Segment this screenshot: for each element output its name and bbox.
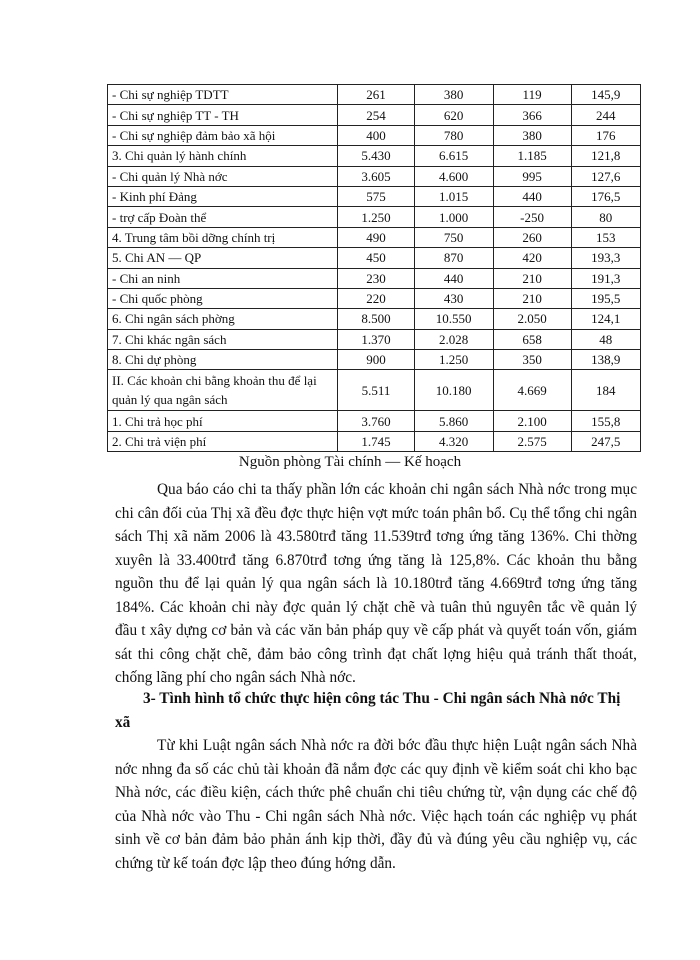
row-label: 4. Trung tâm bồi dỡng chính trị <box>108 227 338 247</box>
value-percent: 124,1 <box>571 309 640 329</box>
table-row <box>108 146 641 166</box>
value-2005: 490 <box>338 227 414 247</box>
value-2005: 1.745 <box>338 431 414 451</box>
value-2005: 450 <box>338 248 414 268</box>
value-percent: 244 <box>571 105 640 125</box>
table-source-caption: Nguồn phòng Tài chính — Kế hoạch <box>238 454 462 470</box>
value-percent: 138,9 <box>571 350 640 370</box>
value-increase: 2.100 <box>493 411 571 431</box>
budget-table <box>107 84 641 452</box>
value-percent: 80 <box>571 207 640 227</box>
value-2005: 254 <box>338 105 414 125</box>
value-percent: 48 <box>571 329 640 349</box>
value-increase: 1.185 <box>493 146 571 166</box>
value-2005: 1.250 <box>338 207 414 227</box>
row-label: 6. Chi ngân sách phờng <box>108 309 338 329</box>
value-2005: 220 <box>338 288 414 308</box>
row-label: II. Các khoản chi bằng khoản thu để lại quản lý qua ngân sách <box>108 370 338 411</box>
section-heading: 3- Tình hình tổ chức thực hiện công tác Thu - Chi ngân sách Nhà nớc Thị xã <box>115 690 621 731</box>
row-label: 8. Chi dự phòng <box>108 350 338 370</box>
table-row <box>108 207 641 227</box>
row-label: - trợ cấp Đoàn thể <box>108 207 338 227</box>
table-row <box>108 166 641 186</box>
table-row <box>108 105 641 125</box>
value-2005: 261 <box>338 85 414 105</box>
value-increase: 658 <box>493 329 571 349</box>
value-2006: 430 <box>414 288 493 308</box>
value-increase: 440 <box>493 186 571 206</box>
value-2006: 1.015 <box>414 186 493 206</box>
value-2006: 1.000 <box>414 207 493 227</box>
row-label: - Chi quản lý Nhà nớc <box>108 166 338 186</box>
value-percent: 176 <box>571 125 640 145</box>
body-paragraph-1: Qua báo cáo chi ta thấy phần lớn các khoản chi ngân sách Nhà nớc trong mục chi cân đối của Thị xã đều đợc thực hiện vợt mức toán phân bổ. Cụ thể tổng chi ngân sách Thị xã năm 2006 là 43.580trđ tăng 11.539trđ tơng ứng tăng 136%. Chi thờng xuyên là 33.400trđ tăng 6.870trđ tơng ứng tăng là 125,8%. Các khoản thu bằng nguồn thu để lại quản lý qua ngân sách là 10.180trđ tăng 4.669trđ tơng ứng tăng 184%. Các khoản chi này đợc quản lý chặt chẽ và tuân thủ nguyên tắc về quản lý đầu t xây dựng cơ bản và các văn bản pháp quy về cấp phát và quyết toán vốn, giám sát thi công chặt chẽ, đảm bảo công trình đạt chất lợng hiệu quả tránh thất thoát, chống lãng phí cho ngân sách Nhà nớc. <box>115 481 637 686</box>
value-increase: 995 <box>493 166 571 186</box>
row-label: 7. Chi khác ngân sách <box>108 329 338 349</box>
row-label: - Kinh phí Đảng <box>108 186 338 206</box>
table-row <box>108 411 641 431</box>
table-row <box>108 186 641 206</box>
value-percent: 191,3 <box>571 268 640 288</box>
table-row <box>108 329 641 349</box>
table-row <box>108 350 641 370</box>
table-row <box>108 268 641 288</box>
value-2005: 5.511 <box>338 370 414 411</box>
value-increase: 260 <box>493 227 571 247</box>
value-increase: 210 <box>493 288 571 308</box>
row-label: 3. Chi quản lý hành chính <box>108 146 338 166</box>
table-row <box>108 125 641 145</box>
value-2006: 620 <box>414 105 493 125</box>
value-2005: 230 <box>338 268 414 288</box>
table-row <box>108 85 641 105</box>
value-2006: 380 <box>414 85 493 105</box>
table-row <box>108 227 641 247</box>
table-row <box>108 431 641 451</box>
value-percent: 155,8 <box>571 411 640 431</box>
value-2006: 750 <box>414 227 493 247</box>
value-increase: 119 <box>493 85 571 105</box>
value-2006: 10.550 <box>414 309 493 329</box>
value-increase: 380 <box>493 125 571 145</box>
value-percent: 127,6 <box>571 166 640 186</box>
value-percent: 195,5 <box>571 288 640 308</box>
value-percent: 184 <box>571 370 640 411</box>
value-2006: 10.180 <box>414 370 493 411</box>
budget-table-body <box>108 85 641 452</box>
value-2006: 1.250 <box>414 350 493 370</box>
body-paragraph-2: Từ khi Luật ngân sách Nhà nớc ra đời bớc đầu thực hiện Luật ngân sách Nhà nớc nhng đa số các chủ tài khoản đã nắm đợc các quy định về kiểm soát chi kho bạc Nhà nớc, các điều kiện, cách thức phê chuẩn chi tiêu chứng từ, vận dụng các chế độ của Nhà nớc vào Thu - Chi ngân sách Nhà nớc. Việc hạch toán các nghiệp vụ phát sinh về cơ bản đảm bảo phản ánh kịp thời, đầy đủ và đúng yêu cầu nghiệp vụ, các chứng từ kế toán đợc lập theo đúng hớng dẫn. <box>115 737 637 872</box>
value-percent: 145,9 <box>571 85 640 105</box>
value-increase: 366 <box>493 105 571 125</box>
value-increase: 4.669 <box>493 370 571 411</box>
value-percent: 193,3 <box>571 248 640 268</box>
value-percent: 153 <box>571 227 640 247</box>
value-2005: 5.430 <box>338 146 414 166</box>
row-label: 1. Chi trả học phí <box>108 411 338 431</box>
value-2005: 575 <box>338 186 414 206</box>
value-2005: 900 <box>338 350 414 370</box>
table-row <box>108 370 641 411</box>
table-row <box>108 248 641 268</box>
value-2005: 1.370 <box>338 329 414 349</box>
value-increase: 2.050 <box>493 309 571 329</box>
row-label: - Chi quốc phòng <box>108 288 338 308</box>
row-label: - Chi sự nghiệp TT - TH <box>108 105 338 125</box>
value-2005: 400 <box>338 125 414 145</box>
value-2006: 4.320 <box>414 431 493 451</box>
value-increase: 2.575 <box>493 431 571 451</box>
table-row <box>108 309 641 329</box>
row-label: - Chi an ninh <box>108 268 338 288</box>
value-2005: 3.760 <box>338 411 414 431</box>
table-row <box>108 288 641 308</box>
value-percent: 176,5 <box>571 186 640 206</box>
value-2006: 6.615 <box>414 146 493 166</box>
value-increase: 420 <box>493 248 571 268</box>
row-label: - Chi sự nghiệp đảm bảo xã hội <box>108 125 338 145</box>
row-label: 5. Chi AN — QP <box>108 248 338 268</box>
value-2005: 3.605 <box>338 166 414 186</box>
value-increase: 210 <box>493 268 571 288</box>
row-label: - Chi sự nghiệp TDTT <box>108 85 338 105</box>
value-percent: 121,8 <box>571 146 640 166</box>
value-2005: 8.500 <box>338 309 414 329</box>
value-2006: 440 <box>414 268 493 288</box>
row-label: 2. Chi trả viện phí <box>108 431 338 451</box>
value-2006: 4.600 <box>414 166 493 186</box>
value-2006: 870 <box>414 248 493 268</box>
value-2006: 780 <box>414 125 493 145</box>
value-percent: 247,5 <box>571 431 640 451</box>
value-2006: 5.860 <box>414 411 493 431</box>
value-2006: 2.028 <box>414 329 493 349</box>
value-increase: 350 <box>493 350 571 370</box>
value-increase: -250 <box>493 207 571 227</box>
